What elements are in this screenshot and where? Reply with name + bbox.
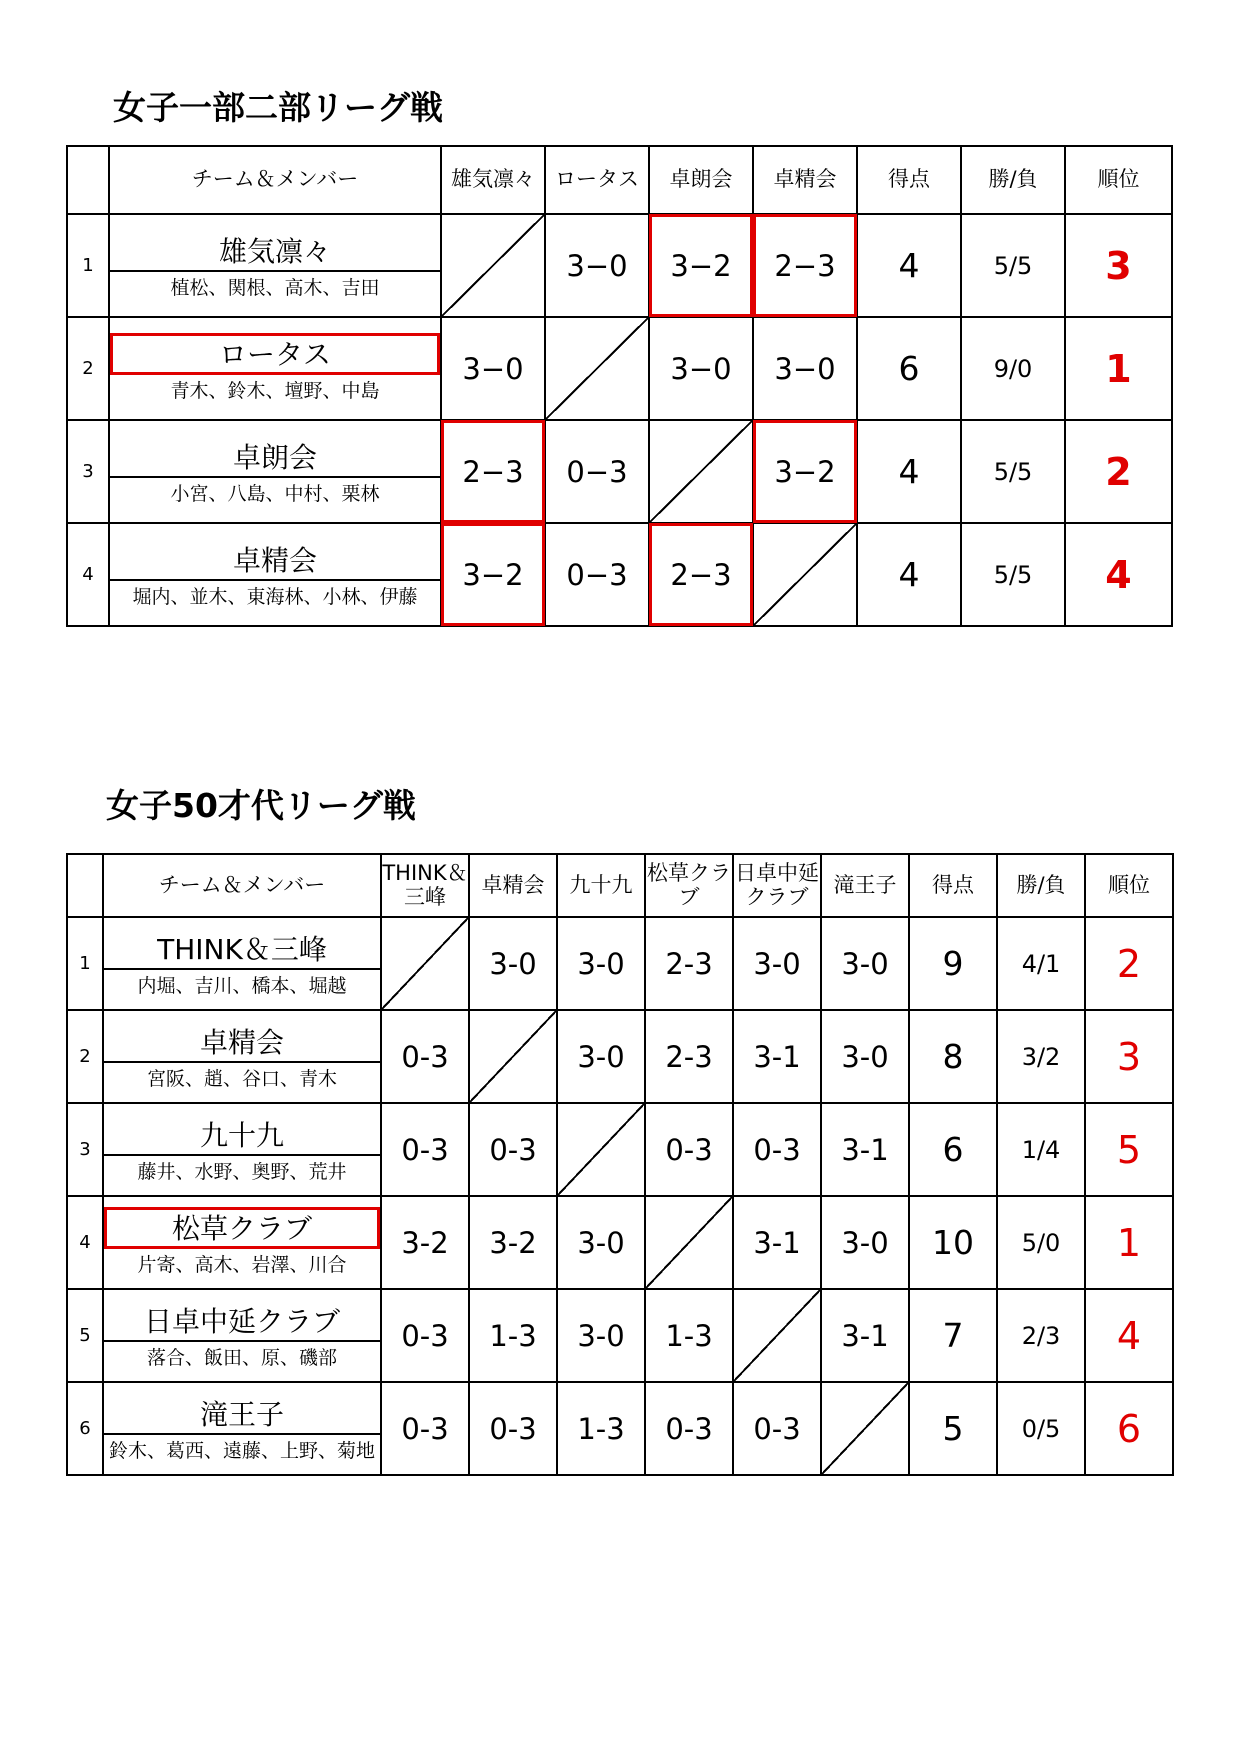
team-members: 落合、飯田、原、磯部 (146, 1347, 337, 1369)
rank: 4 (1085, 1289, 1173, 1382)
row-number: 2 (67, 1010, 103, 1103)
match-score: 0-3 (733, 1103, 821, 1196)
table-row (67, 317, 1172, 420)
win-loss: 0/5 (997, 1382, 1085, 1475)
team-name: 卓精会 (110, 539, 440, 581)
self-match-cell (733, 1289, 821, 1382)
self-match-cell (469, 1010, 557, 1103)
rank: 3 (1065, 214, 1172, 317)
self-match-cell (557, 1103, 645, 1196)
team-cell (103, 917, 381, 1010)
team-name: 雄気凛々 (110, 230, 440, 272)
match-score: 3-2 (469, 1196, 557, 1289)
points: 8 (909, 1010, 997, 1103)
self-match-cell (381, 917, 469, 1010)
team-cell (109, 523, 441, 626)
header-rank: 順位 (1065, 146, 1172, 214)
match-score: 2−3 (441, 420, 545, 523)
points: 4 (857, 214, 961, 317)
league2-title: 女子50才代リーグ戦 (106, 786, 416, 825)
team-name: ロータス (110, 333, 440, 375)
team-name: 卓精会 (104, 1021, 380, 1063)
row-number: 5 (67, 1289, 103, 1382)
match-score: 3-0 (821, 917, 909, 1010)
league2-header-row (67, 854, 1173, 917)
match-score: 3-0 (557, 917, 645, 1010)
team-members: 青木、鈴木、壇野、中島 (170, 380, 380, 402)
team-cell (103, 1010, 381, 1103)
match-score: 0-3 (469, 1382, 557, 1475)
row-number: 2 (67, 317, 109, 420)
match-score: 3-0 (557, 1010, 645, 1103)
header-blank (67, 854, 103, 917)
match-score: 3-1 (733, 1010, 821, 1103)
header-opponent: 卓精会 (469, 854, 557, 917)
win-loss: 3/2 (997, 1010, 1085, 1103)
league1-header-row (67, 146, 1172, 214)
win-loss: 2/3 (997, 1289, 1085, 1382)
header-opponent: 滝王子 (821, 854, 909, 917)
row-number: 6 (67, 1382, 103, 1475)
self-match-cell (821, 1382, 909, 1475)
team-name: 滝王子 (104, 1393, 380, 1435)
table-row (67, 1010, 1173, 1103)
header-opponent: 九十九 (557, 854, 645, 917)
match-score: 3−2 (649, 214, 753, 317)
rank: 3 (1085, 1010, 1173, 1103)
match-score: 0-3 (469, 1103, 557, 1196)
header-opponent: 卓朗会 (649, 146, 753, 214)
match-score: 2-3 (645, 1010, 733, 1103)
match-score: 0-3 (381, 1382, 469, 1475)
team-name: 松草クラブ (104, 1207, 380, 1249)
win-loss: 9/0 (961, 317, 1065, 420)
table-row (67, 420, 1172, 523)
header-team-members: チーム＆メンバー (103, 854, 381, 917)
win-loss: 5/5 (961, 420, 1065, 523)
team-members: 藤井、水野、奥野、荒井 (137, 1161, 347, 1183)
match-score: 3-0 (821, 1010, 909, 1103)
row-number: 3 (67, 1103, 103, 1196)
match-score: 2-3 (645, 917, 733, 1010)
team-cell (109, 317, 441, 420)
win-loss: 5/0 (997, 1196, 1085, 1289)
match-score: 3−0 (545, 214, 649, 317)
row-number: 4 (67, 523, 109, 626)
team-name: 日卓中延クラブ (104, 1300, 380, 1342)
self-match-cell (441, 214, 545, 317)
match-score: 3-0 (557, 1289, 645, 1382)
match-score: 2−3 (649, 523, 753, 626)
self-match-cell (753, 523, 857, 626)
team-members: 植松、関根、高木、吉田 (170, 277, 380, 299)
win-loss: 1/4 (997, 1103, 1085, 1196)
match-score: 3−0 (441, 317, 545, 420)
row-number: 3 (67, 420, 109, 523)
match-score: 0-3 (645, 1103, 733, 1196)
match-score: 3-0 (821, 1196, 909, 1289)
match-score: 2−3 (753, 214, 857, 317)
team-cell (109, 214, 441, 317)
win-loss: 5/5 (961, 214, 1065, 317)
points: 4 (857, 523, 961, 626)
match-score: 1-3 (469, 1289, 557, 1382)
table-row (67, 1103, 1173, 1196)
row-number: 1 (67, 214, 109, 317)
self-match-cell (645, 1196, 733, 1289)
header-opponent: ロータス (545, 146, 649, 214)
match-score: 3−0 (753, 317, 857, 420)
header-blank (67, 146, 109, 214)
match-score: 1-3 (557, 1382, 645, 1475)
match-score: 3-0 (557, 1196, 645, 1289)
row-number: 1 (67, 917, 103, 1010)
team-members: 片寄、高木、岩澤、川合 (137, 1254, 347, 1276)
table-row (67, 917, 1173, 1010)
team-cell (103, 1103, 381, 1196)
team-members: 小宮、八島、中村、栗林 (170, 483, 380, 505)
team-name: 九十九 (104, 1114, 380, 1156)
match-score: 0-3 (645, 1382, 733, 1475)
team-members: 堀内、並木、東海林、小林、伊藤 (132, 586, 418, 608)
rank: 4 (1065, 523, 1172, 626)
header-opponent: THINK＆三峰 (381, 854, 469, 917)
rank: 6 (1085, 1382, 1173, 1475)
match-score: 3−2 (753, 420, 857, 523)
table-row (67, 1196, 1173, 1289)
header-opponent: 日卓中延クラブ (733, 854, 821, 917)
match-score: 0-3 (733, 1382, 821, 1475)
match-score: 0−3 (545, 523, 649, 626)
points: 4 (857, 420, 961, 523)
match-score: 3-1 (821, 1103, 909, 1196)
header-opponent: 雄気凛々 (441, 146, 545, 214)
row-number: 4 (67, 1196, 103, 1289)
header-points: 得点 (857, 146, 961, 214)
points: 5 (909, 1382, 997, 1475)
league2-table (66, 853, 1174, 1476)
points: 9 (909, 917, 997, 1010)
rank: 5 (1085, 1103, 1173, 1196)
match-score: 3−2 (441, 523, 545, 626)
team-cell (103, 1196, 381, 1289)
match-score: 0−3 (545, 420, 649, 523)
header-opponent: 卓精会 (753, 146, 857, 214)
self-match-cell (545, 317, 649, 420)
win-loss: 4/1 (997, 917, 1085, 1010)
match-score: 1-3 (645, 1289, 733, 1382)
match-score: 3-1 (733, 1196, 821, 1289)
match-score: 0-3 (381, 1010, 469, 1103)
table-row (67, 214, 1172, 317)
header-win-loss: 勝/負 (997, 854, 1085, 917)
header-opponent: 松草クラブ (645, 854, 733, 917)
match-score: 3-2 (381, 1196, 469, 1289)
header-points: 得点 (909, 854, 997, 917)
match-score: 0-3 (381, 1289, 469, 1382)
table-row (67, 1289, 1173, 1382)
league1-title: 女子一部二部リーグ戦 (113, 88, 443, 127)
team-name: 卓朗会 (110, 436, 440, 478)
points: 10 (909, 1196, 997, 1289)
match-score: 3−0 (649, 317, 753, 420)
points: 6 (909, 1103, 997, 1196)
match-score: 0-3 (381, 1103, 469, 1196)
team-members: 鈴木、葛西、遠藤、上野、菊地 (108, 1440, 375, 1462)
team-members: 宮阪、趙、谷口、青木 (146, 1068, 337, 1090)
points: 7 (909, 1289, 997, 1382)
self-match-cell (649, 420, 753, 523)
team-members: 内堀、吉川、橋本、堀越 (137, 975, 347, 997)
team-cell (103, 1382, 381, 1475)
team-cell (103, 1289, 381, 1382)
match-score: 3-0 (469, 917, 557, 1010)
table-row (67, 523, 1172, 626)
team-name: THINK＆三峰 (104, 928, 380, 970)
match-score: 3-1 (821, 1289, 909, 1382)
header-rank: 順位 (1085, 854, 1173, 917)
league1-table (66, 145, 1173, 627)
rank: 1 (1085, 1196, 1173, 1289)
points: 6 (857, 317, 961, 420)
header-team-members: チーム＆メンバー (109, 146, 441, 214)
rank: 2 (1085, 917, 1173, 1010)
table-row (67, 1382, 1173, 1475)
match-score: 3-0 (733, 917, 821, 1010)
header-win-loss: 勝/負 (961, 146, 1065, 214)
win-loss: 5/5 (961, 523, 1065, 626)
rank: 1 (1065, 317, 1172, 420)
team-cell (109, 420, 441, 523)
rank: 2 (1065, 420, 1172, 523)
